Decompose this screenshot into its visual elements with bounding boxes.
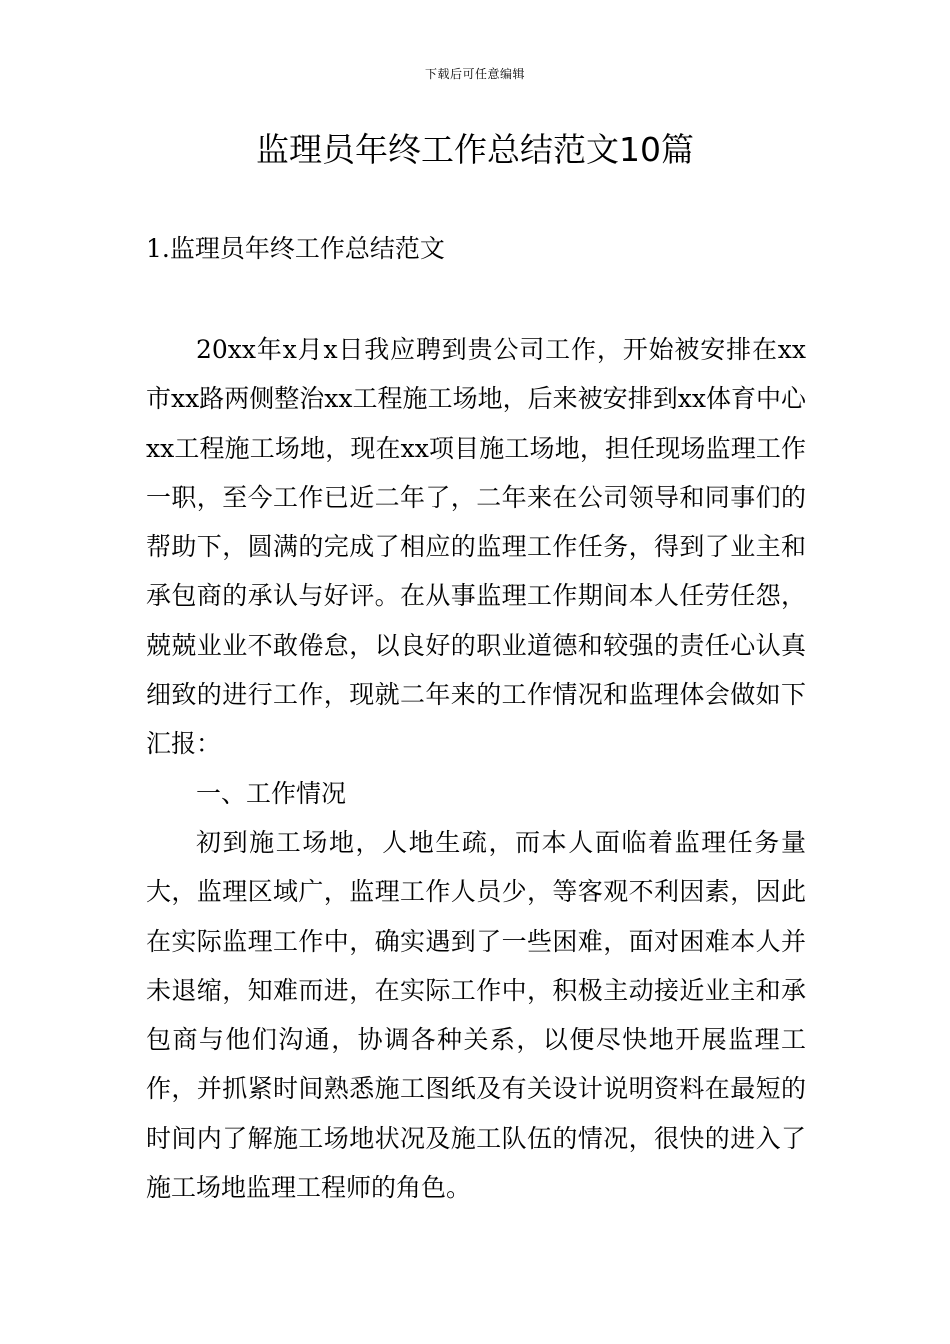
body-text [146, 325, 806, 1212]
paragraph-work-situation: 初到施工场地，人地生疏，而本人面临着监理任务量大，监理区域广，监理工作人员少，等客观不利因素，因此在实际监理工作中，确实遇到了一些困难，面对困难本人并未退缩，知难而进，在实际工作中，积极主动接近业主和承包商与他们沟通，协调各种关系，以便尽快地开展监理工作，并抓紧时间熟悉施工图纸及有关设计说明资料在最短的时间内了解施工场地状况及施工队伍的情况，很快的进入了施工场地监理工程师的角色。 [146, 827, 806, 1203]
subheading-work-situation: 一、工作情况 [196, 778, 347, 808]
section-heading: 1.监理员年终工作总结范文 [146, 234, 445, 263]
header-note: 下载后可任意编辑 [424, 67, 525, 81]
document-title: 监理员年终工作总结范文10篇 [256, 130, 694, 169]
paragraph-intro: 20xx年x月x日我应聘到贵公司工作，开始被安排在xx市xx路两侧整治xx工程施工场地，后来被安排到xx体育中心xx工程施工场地，现在xx项目施工场地，担任现场监理工作一职，至今工作已近二年了，二年来在公司领导和同事们的帮助下，圆满的完成了相应的监理工作任务，得到了业主和承包商的承认与好评。在从事监理工作期间本人任劳任怨，兢兢业业不敢倦怠，以良好的职业道德和较强的责任心认真细致的进行工作，现就二年来的工作情况和监理体会做如下汇报： [146, 335, 806, 759]
